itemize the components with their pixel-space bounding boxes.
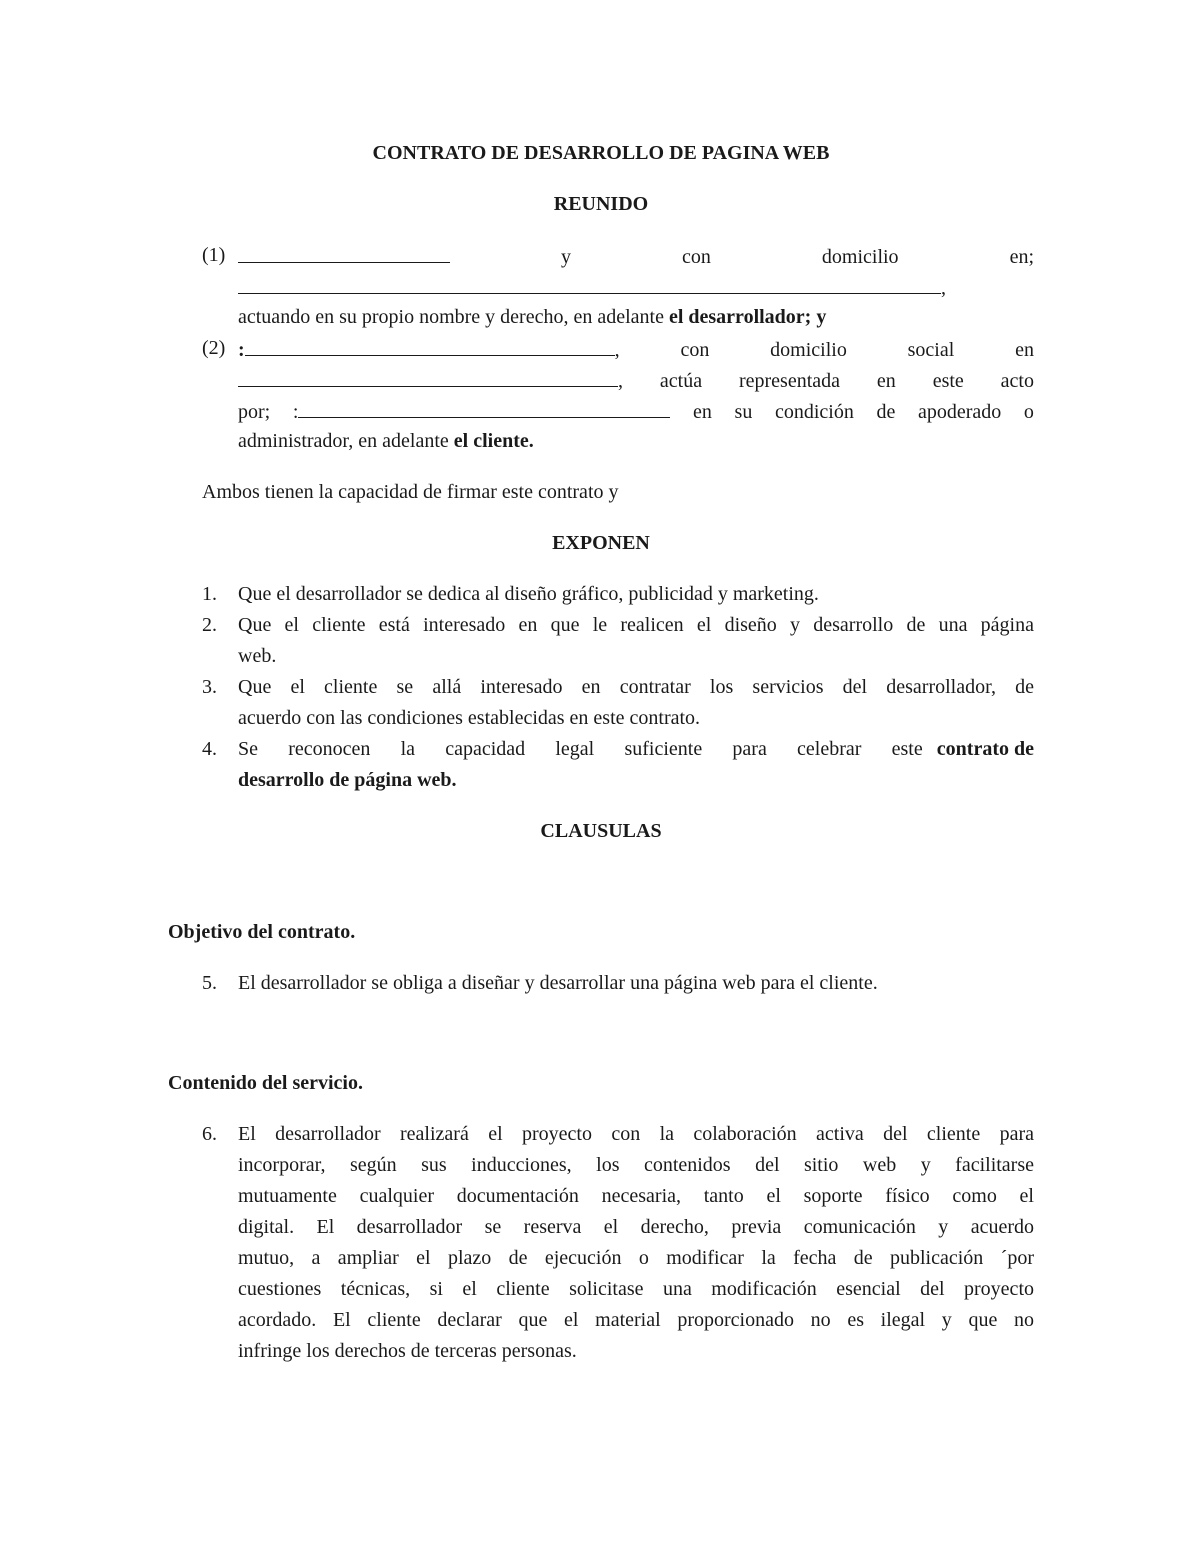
list-number: 6. — [202, 1123, 217, 1145]
word: en — [876, 370, 896, 392]
list-item: Que el desarrollador se dedica al diseño gráfico, publicidad y marketing. — [238, 583, 819, 605]
contenido-line: incorporar, según sus inducciones, los contenidos del sitio web y facilitarse — [238, 1154, 1034, 1176]
contenido-line: mutuamente cualquier documentación necesaria, tanto el soporte físico como el — [238, 1185, 1034, 1207]
party1-line3: actuando en su propio nombre y derecho, en adelante el desarrollador; y — [238, 306, 827, 328]
word: celebrar — [797, 738, 862, 760]
party2-line2 — [238, 364, 1034, 397]
party1-line2: , — [238, 271, 946, 304]
word: acto — [1000, 370, 1034, 392]
list-number: 1. — [202, 583, 217, 605]
word: o — [1023, 401, 1034, 423]
party2-line1 — [238, 333, 1034, 366]
exponen-heading: EXPONEN — [552, 532, 650, 554]
party2-address-blank — [238, 364, 618, 387]
list-item — [238, 734, 1034, 765]
word: con — [680, 339, 710, 361]
word: suficiente — [624, 738, 703, 760]
ambos-paragraph: Ambos tienen la capacidad de firmar este contrato y — [202, 481, 619, 503]
list-number: 2. — [202, 614, 217, 636]
reunido-heading: REUNIDO — [553, 193, 649, 215]
party1-number: (1) — [202, 244, 226, 266]
party2-name-blank — [245, 333, 615, 356]
item4-text — [238, 734, 923, 765]
party2-line3 — [238, 395, 1034, 428]
word: capacidad — [445, 738, 526, 760]
word: en — [1015, 339, 1034, 361]
word: y — [561, 246, 571, 268]
word: este — [932, 370, 964, 392]
word: con — [682, 246, 711, 268]
word: social — [907, 339, 955, 361]
list-item: Que el cliente está interesado en que le realicen el diseño y desarrollo de una página — [238, 614, 1034, 636]
contenido-line: El desarrollador realizará el proyecto con la colaboración activa del cliente para — [238, 1123, 1034, 1145]
objetivo-text: El desarrollador se obliga a diseñar y desarrollar una página web para el cliente. — [238, 972, 878, 994]
party2-rep: : — [293, 395, 671, 428]
contenido-line: mutuo, a ampliar el plazo de ejecución o modificar la fecha de publicación ´por — [238, 1247, 1034, 1269]
word: apoderado — [917, 401, 1002, 423]
word: legal — [555, 738, 595, 760]
word: este — [891, 738, 923, 760]
objetivo-heading: Objetivo del contrato. — [168, 921, 356, 943]
word: domicilio — [821, 246, 899, 268]
party2-number: (2) — [202, 337, 226, 359]
word: reconocen — [288, 738, 371, 760]
document-title: CONTRATO DE DESARROLLO DE PAGINA WEB — [372, 142, 830, 164]
list-number: 4. — [202, 738, 217, 760]
list-number: 3. — [202, 676, 217, 698]
list-item-cont: acuerdo con las condiciones establecidas en este contrato. — [238, 707, 701, 729]
party2-address: , — [238, 364, 623, 397]
contenido-line: infringe los derechos de terceras personas. — [238, 1340, 577, 1362]
word: en — [693, 401, 712, 423]
contenido-line: digital. El desarrollador se reserva el derecho, previa comunicación y acuerdo — [238, 1216, 1034, 1238]
party2-name: : , — [238, 333, 620, 366]
party1-address-blank — [238, 271, 941, 294]
word: la — [400, 738, 416, 760]
contenido-heading: Contenido del servicio. — [168, 1072, 363, 1094]
item4-bold: contrato de — [936, 738, 1034, 760]
word: de — [876, 401, 896, 423]
word: en; — [1009, 246, 1034, 268]
word: actúa — [659, 370, 703, 392]
party2-line4: administrador, en adelante el cliente. — [238, 430, 534, 452]
word: condición — [774, 401, 854, 423]
list-item-cont: web. — [238, 645, 277, 667]
contenido-line: cuestiones técnicas, si el cliente solicitase una modificación esencial del proyecto — [238, 1278, 1034, 1300]
list-item: Que el cliente se allá interesado en contratar los servicios del desarrollador, de — [238, 676, 1034, 698]
clausulas-heading: CLAUSULAS — [540, 820, 662, 842]
word: por; — [238, 401, 271, 423]
word: su — [734, 401, 753, 423]
list-item-cont: desarrollo de página web. — [238, 769, 457, 791]
party1-name-blank — [238, 240, 450, 263]
word: domicilio — [770, 339, 847, 361]
party1-line1 — [238, 240, 1034, 273]
word: representada — [738, 370, 841, 392]
party2-rep-blank — [298, 395, 670, 418]
contenido-line: acordado. El cliente declarar que el material proporcionado no es ilegal y que no — [238, 1309, 1034, 1331]
word: para — [732, 738, 767, 760]
list-number: 5. — [202, 972, 217, 994]
word: Se — [238, 738, 258, 760]
